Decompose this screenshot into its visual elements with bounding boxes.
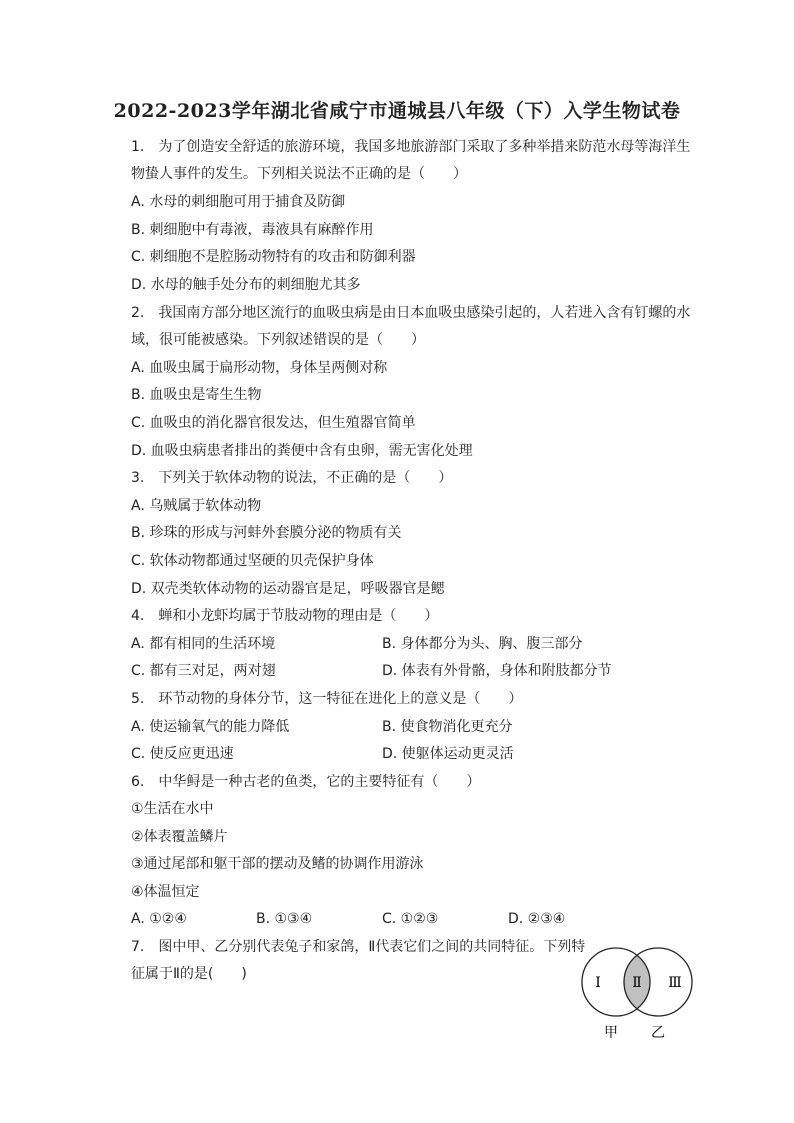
- question-3-option-a: A. 乌贼属于软体动物: [131, 498, 262, 514]
- question-2-option-d: D. 血吸虫病患者排出的粪便中含有虫卵，需无害化处理: [131, 443, 473, 459]
- question-6-option-b: B. ①③④: [256, 911, 313, 927]
- question-2-option-b: B. 血吸虫是寄生生物: [131, 387, 262, 403]
- venn-diagram: [578, 940, 698, 1044]
- question-3-option-c: C. 软体动物都通过坚硬的贝壳保护身体: [131, 553, 374, 569]
- question-6-option-d: D. ②③④: [508, 911, 566, 927]
- question-6-option-c: C. ①②③: [382, 911, 439, 927]
- question-5-option-b: B. 使食物消化更充分: [382, 719, 513, 735]
- question-6-option-a: A. ①②④: [131, 911, 187, 927]
- question-1-option-d: D. 水母的触手处分布的刺细胞尤其多: [131, 277, 361, 293]
- question-1-stem-line-1: 1. 为了创造安全舒适的旅游环境，我国多地旅游部门采取了多种举措来防范水母等海洋生: [131, 139, 691, 155]
- venn-region-3-label: Ⅲ: [668, 975, 682, 991]
- question-3-stem: 3. 下列关于软体动物的说法，不正确的是（ ）: [131, 470, 453, 486]
- question-6-item-1: ①生活在水中: [131, 801, 214, 817]
- question-2-option-c: C. 血吸虫的消化器官很发达，但生殖器官简单: [131, 415, 416, 431]
- page-title: 2022-2023学年湖北省咸宁市通城县八年级（下）入学生物试卷: [113, 100, 681, 122]
- question-5-option-c: C. 使反应更迅速: [131, 746, 234, 762]
- question-4-option-c: C. 都有三对足，两对翅: [131, 663, 276, 679]
- question-3-option-b: B. 珍珠的形成与河蚌外套膜分泌的物质有关: [131, 525, 402, 541]
- question-6-item-2: ②体表覆盖鳞片: [131, 829, 228, 845]
- question-6-stem: 6. 中华鲟是一种古老的鱼类，它的主要特征有（ ）: [131, 774, 481, 790]
- question-7-stem-line-1: 7. 图中甲、乙分别代表兔子和家鸽，Ⅱ代表它们之间的共同特征。下列特: [131, 939, 586, 955]
- venn-label-yi: 乙: [651, 1025, 665, 1041]
- question-5-option-a: A. 使运输氧气的能力降低: [131, 719, 290, 735]
- venn-region-1-label: Ⅰ: [595, 975, 601, 991]
- question-7-stem-line-2: 征属于Ⅱ的是( ): [131, 966, 247, 982]
- question-1-option-c: C. 刺细胞不是腔肠动物特有的攻击和防御利器: [131, 249, 416, 265]
- question-6-item-4: ④体温恒定: [131, 884, 200, 900]
- question-3-option-d: D. 双壳类软体动物的运动器官是足，呼吸器官是鳃: [131, 581, 445, 597]
- question-1-option-b: B. 刺细胞中有毒液，毒液具有麻醉作用: [131, 222, 374, 238]
- question-4-stem: 4. 蝉和小龙虾均属于节肢动物的理由是（ ）: [131, 608, 439, 624]
- question-2-option-a: A. 血吸虫属于扁形动物，身体呈两侧对称: [131, 360, 388, 376]
- venn-region-2-label: Ⅱ: [632, 975, 642, 991]
- question-5-stem: 5. 环节动物的身体分节，这一特征在进化上的意义是（ ）: [131, 691, 523, 707]
- question-5-option-d: D. 使躯体运动更灵活: [382, 746, 514, 762]
- venn-label-jia: 甲: [604, 1025, 618, 1041]
- question-2-stem-line-2: 域，很可能被感染。下列叙述错误的是（ ）: [131, 332, 425, 348]
- question-2-stem-line-1: 2. 我国南方部分地区流行的血吸虫病是由日本血吸虫感染引起的，人若进入含有钉螺的水: [131, 305, 691, 321]
- question-4-option-a: A. 都有相同的生活环境: [131, 636, 276, 652]
- question-4-option-b: B. 身体都分为头、胸、腹三部分: [382, 636, 583, 652]
- question-1-option-a: A. 水母的刺细胞可用于捕食及防御: [131, 194, 346, 210]
- question-4-option-d: D. 体表有外骨骼，身体和附肢都分节: [382, 663, 612, 679]
- question-1-stem-line-2: 物蛰人事件的发生。下列相关说法不正确的是（ ）: [131, 166, 467, 182]
- question-6-item-3: ③通过尾部和躯干部的摆动及鳍的协调作用游泳: [131, 856, 424, 872]
